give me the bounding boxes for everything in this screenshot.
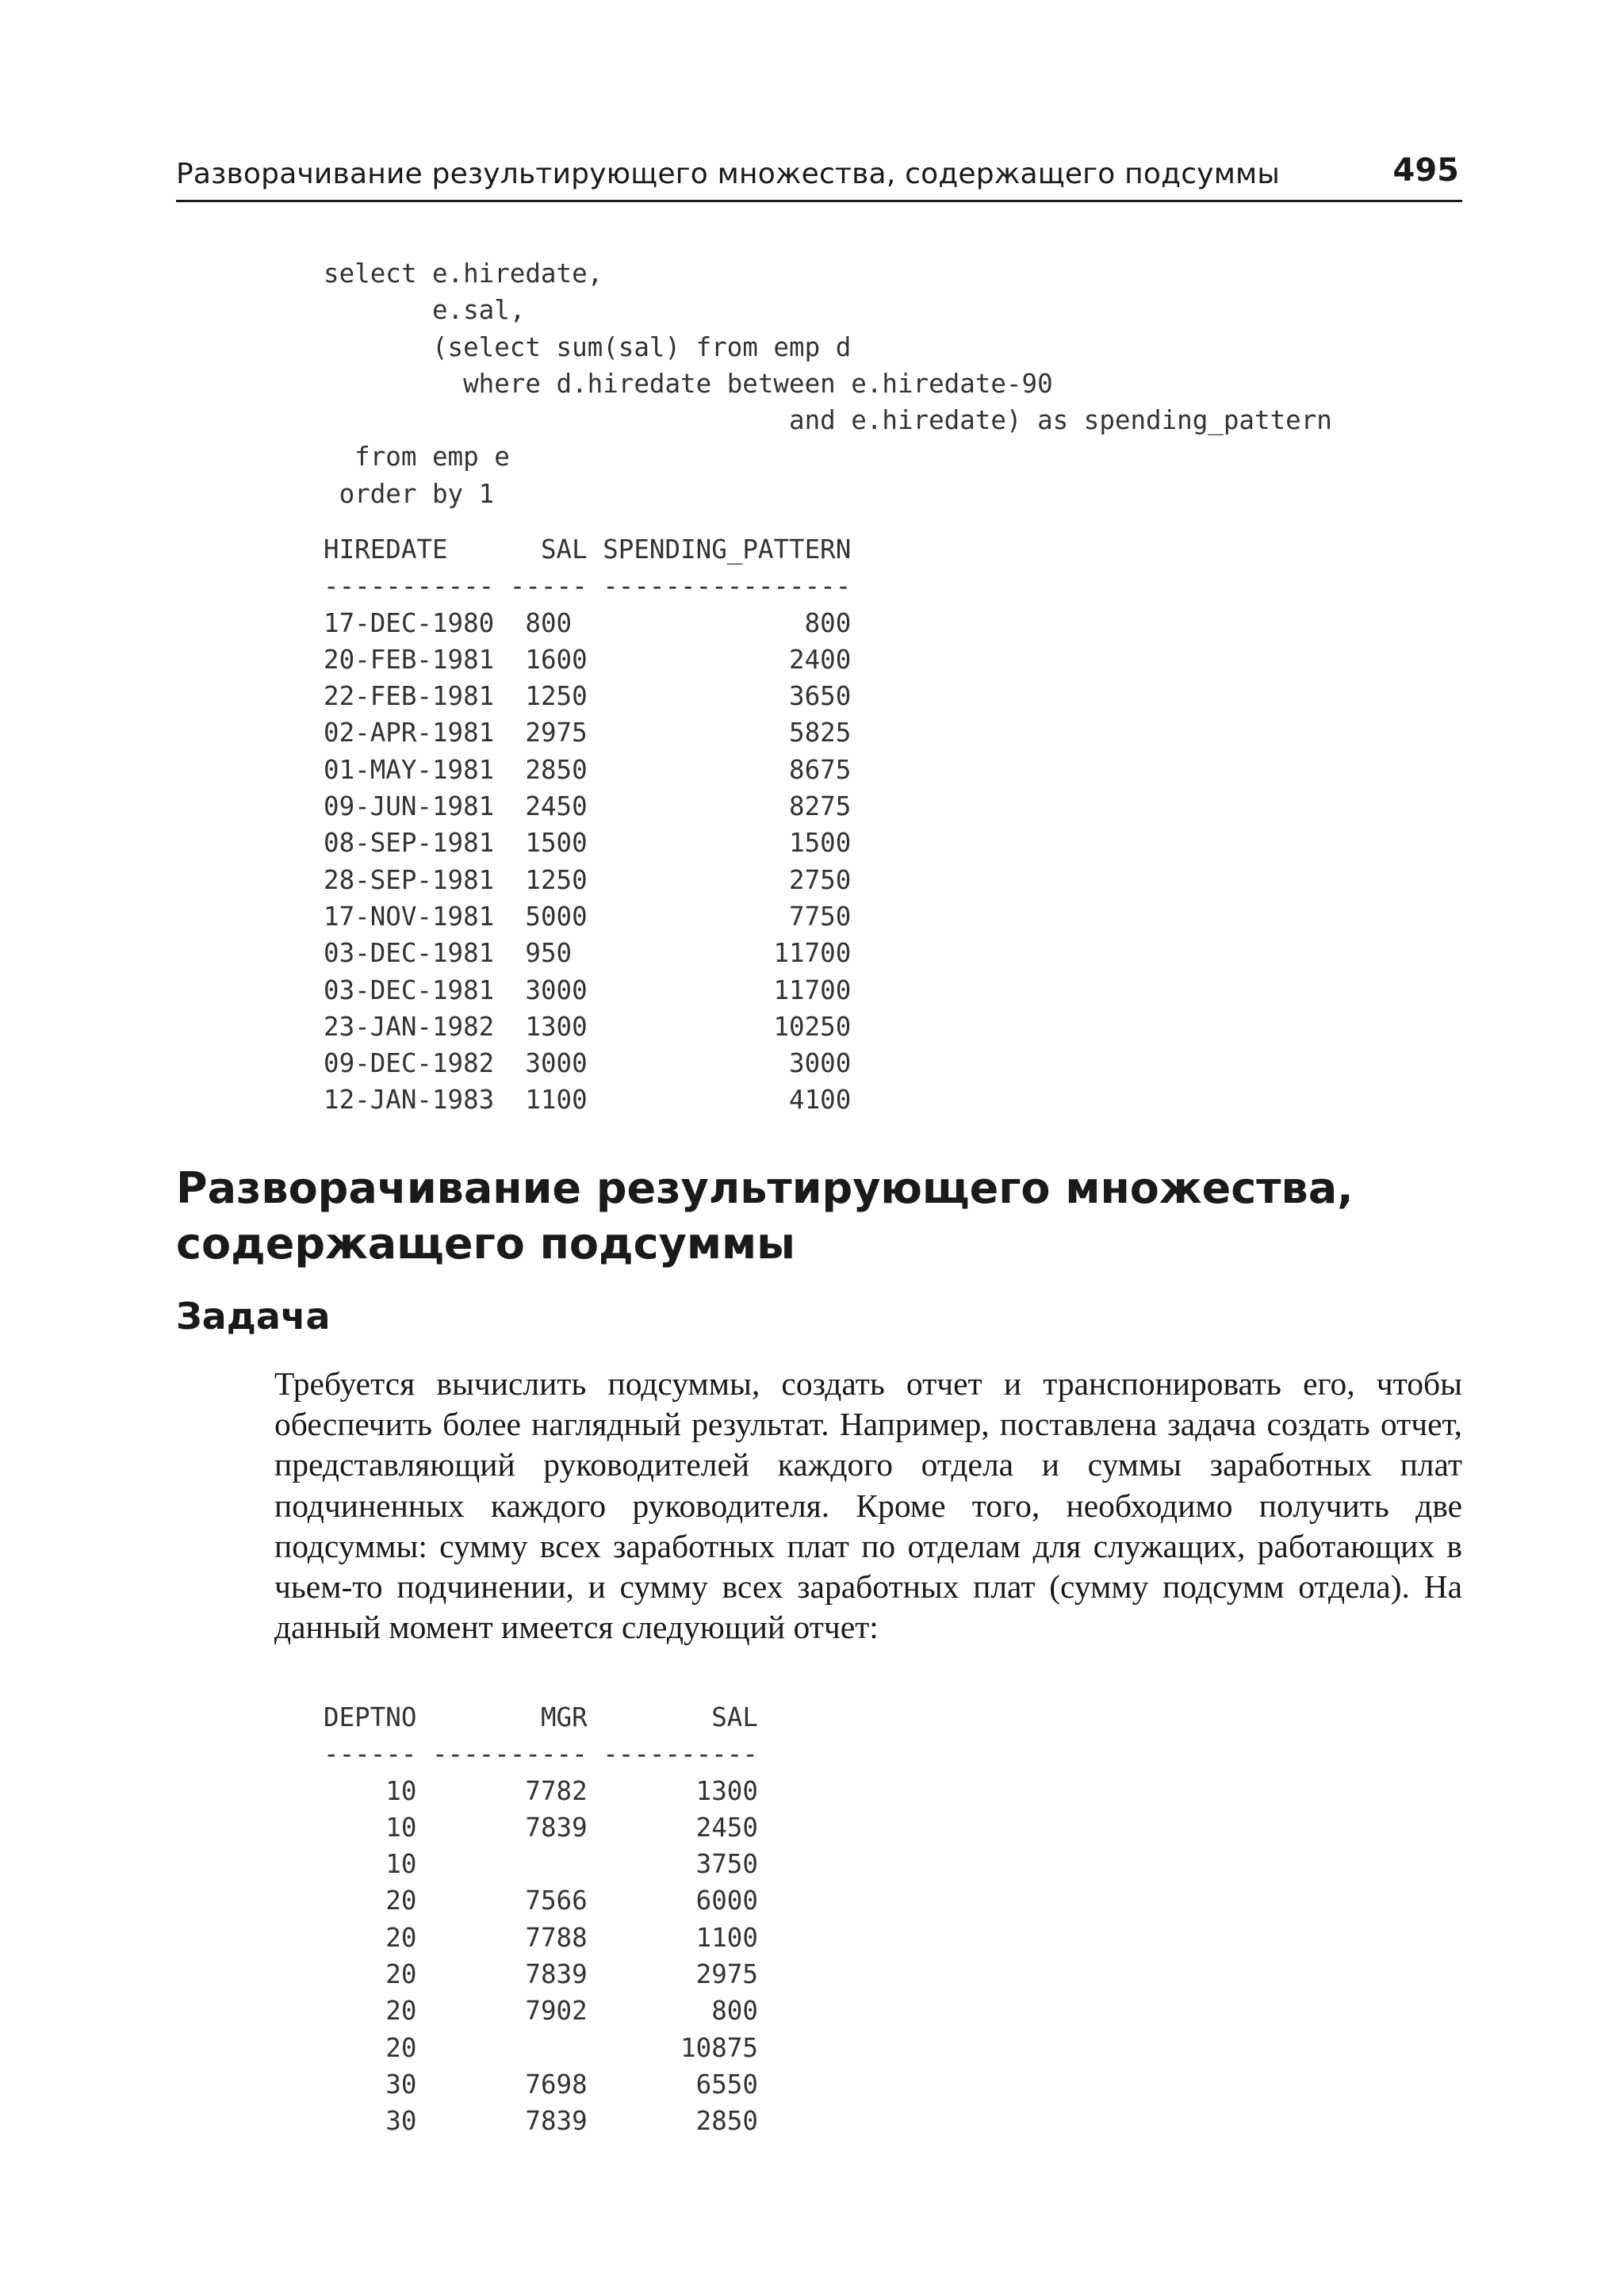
page-header bbox=[176, 144, 1462, 202]
table-cell: 6550 bbox=[603, 2069, 758, 2100]
table-cell: 09-DEC-1982 bbox=[324, 1048, 495, 1079]
table-cell: 7566 bbox=[431, 1885, 588, 1916]
table-cell: 3750 bbox=[603, 1849, 758, 1880]
table-cell: 8675 bbox=[603, 754, 852, 785]
subsection-title: Задача bbox=[176, 1295, 331, 1338]
running-title: Разворачивание результирующего множества, содержащего подсуммы bbox=[176, 158, 1281, 190]
table-cell: 20 bbox=[324, 1922, 417, 1953]
table-cell: 3000 bbox=[509, 1048, 588, 1079]
table-cell bbox=[432, 2033, 588, 2063]
table-cell: 7839 bbox=[431, 2106, 588, 2137]
table-row bbox=[324, 1012, 851, 1042]
table-cell: 1100 bbox=[603, 1922, 758, 1953]
table-row bbox=[324, 1885, 758, 1916]
table-row bbox=[324, 938, 851, 968]
table-cell: 20 bbox=[324, 2032, 417, 2063]
table-cell: 3000 bbox=[603, 1048, 852, 1079]
table-row bbox=[324, 1959, 758, 1989]
table-row bbox=[324, 1923, 758, 1953]
table-cell: 7839 bbox=[431, 1812, 588, 1843]
table-row bbox=[324, 1085, 851, 1115]
table-row bbox=[324, 718, 851, 748]
table-cell: 5000 bbox=[509, 901, 588, 932]
table-cell: 800 bbox=[603, 1996, 758, 2027]
table-row bbox=[324, 1996, 758, 2026]
table-cell: 3650 bbox=[603, 681, 852, 712]
table-cell: 2750 bbox=[603, 864, 852, 895]
column-header: SAL bbox=[603, 1702, 758, 1732]
table-cell: 03-DEC-1981 bbox=[324, 938, 495, 969]
table-cell bbox=[432, 1849, 588, 1879]
table-row bbox=[324, 828, 851, 858]
table-row bbox=[324, 1813, 758, 1843]
table-cell: 1300 bbox=[603, 1775, 758, 1806]
table-cell: 7902 bbox=[431, 1996, 588, 2027]
table-separator: ----------- ----- ---------------- bbox=[324, 571, 852, 602]
table-cell: 800 bbox=[509, 607, 588, 638]
table-cell: 7839 bbox=[431, 1959, 588, 1990]
table-cell: 2400 bbox=[603, 644, 852, 675]
table-cell: 8275 bbox=[603, 791, 852, 822]
table-cell: 20 bbox=[324, 1885, 417, 1916]
table-cell: 1250 bbox=[509, 681, 588, 712]
problem-paragraph: Требуется вычислить подсуммы, создать отчет и транспонировать его, чтобы обеспечить более наглядный результат. Например, поставлена задача создать отчет, представляющий руководителей каждого отдела и суммы заработных плат подчиненных каждого руководителя. Кроме того, необходимо получить две подсуммы: сумму всех заработных плат по отделам для служащих, работающих в чьем-то подчинении, и сумму всех заработных плат (сумму подсумм отдела). На данный момент имеется следующий отчет: bbox=[274, 1365, 1462, 1646]
table-cell: 11700 bbox=[603, 938, 852, 969]
table-cell: 22-FEB-1981 bbox=[324, 681, 495, 712]
table-row bbox=[324, 2033, 758, 2063]
table-cell: 20 bbox=[324, 1959, 417, 1990]
sql-query-code: select e.hiredate, e.sal, (select sum(sal) from emp d where d.hiredate between e.hiredate-90 and e.hiredate) as spending_pattern from emp e order by 1 bbox=[324, 258, 1332, 509]
table-cell: 10 bbox=[324, 1849, 417, 1880]
table-cell: 10875 bbox=[603, 2032, 758, 2063]
table-cell: 7698 bbox=[431, 2069, 588, 2100]
table-cell: 17-DEC-1980 bbox=[324, 607, 495, 638]
table-row bbox=[324, 645, 851, 675]
table-cell: 1500 bbox=[509, 828, 588, 859]
table-cell: 1500 bbox=[603, 828, 852, 859]
table-row bbox=[324, 791, 851, 821]
table-cell: 5825 bbox=[603, 718, 852, 748]
table-row bbox=[324, 1048, 851, 1078]
spending-pattern-result-table bbox=[324, 531, 851, 1119]
table-cell: 02-APR-1981 bbox=[324, 718, 495, 748]
column-header: SPENDING_PATTERN bbox=[603, 534, 852, 565]
table-cell: 09-JUN-1981 bbox=[324, 791, 495, 822]
table-separator: ------ ---------- ---------- bbox=[324, 1739, 758, 1770]
table-cell: 28-SEP-1981 bbox=[324, 864, 495, 895]
subtotal-report-table bbox=[324, 1699, 758, 2140]
table-cell: 2850 bbox=[603, 2106, 758, 2137]
table-cell: 20 bbox=[324, 1996, 417, 2027]
table-cell: 11700 bbox=[603, 974, 852, 1005]
table-cell: 17-NOV-1981 bbox=[324, 901, 495, 932]
table-header-row bbox=[324, 1702, 758, 1732]
page-number: 495 bbox=[1392, 152, 1459, 189]
table-header-row bbox=[324, 534, 851, 565]
column-header: HIREDATE bbox=[324, 534, 495, 565]
table-cell: 10250 bbox=[603, 1011, 852, 1042]
table-row bbox=[324, 865, 851, 895]
table-cell: 23-JAN-1982 bbox=[324, 1011, 495, 1042]
table-cell: 01-MAY-1981 bbox=[324, 754, 495, 785]
table-cell: 2450 bbox=[509, 791, 588, 822]
table-cell: 10 bbox=[324, 1775, 417, 1806]
table-row bbox=[324, 755, 851, 785]
section-title: Разворачивание результирующего множества, содержащего подсуммы bbox=[176, 1163, 1354, 1269]
table-cell: 03-DEC-1981 bbox=[324, 974, 495, 1005]
table-cell: 1300 bbox=[509, 1011, 588, 1042]
table-cell: 7788 bbox=[431, 1922, 588, 1953]
table-row bbox=[324, 1776, 758, 1806]
table-cell: 2450 bbox=[603, 1812, 758, 1843]
table-cell: 12-JAN-1983 bbox=[324, 1085, 495, 1116]
table-cell: 2975 bbox=[603, 1959, 758, 1990]
table-cell: 30 bbox=[324, 2069, 417, 2100]
column-header: DEPTNO bbox=[324, 1702, 417, 1732]
table-row bbox=[324, 2069, 758, 2100]
column-header: MGR bbox=[431, 1702, 588, 1732]
table-row bbox=[324, 1849, 758, 1879]
column-header: SAL bbox=[509, 534, 588, 565]
table-cell: 1600 bbox=[509, 644, 588, 675]
table-cell: 3000 bbox=[509, 974, 588, 1005]
table-row bbox=[324, 2106, 758, 2136]
table-row bbox=[324, 975, 851, 1005]
table-cell: 7750 bbox=[603, 901, 852, 932]
table-cell: 1250 bbox=[509, 864, 588, 895]
table-cell: 2850 bbox=[509, 754, 588, 785]
table-cell: 10 bbox=[324, 1812, 417, 1843]
table-cell: 950 bbox=[509, 938, 588, 969]
table-cell: 30 bbox=[324, 2106, 417, 2137]
table-row bbox=[324, 681, 851, 711]
table-row bbox=[324, 608, 851, 638]
table-cell: 20-FEB-1981 bbox=[324, 644, 495, 675]
table-cell: 1100 bbox=[509, 1085, 588, 1116]
table-row bbox=[324, 902, 851, 932]
table-cell: 2975 bbox=[509, 718, 588, 748]
table-cell: 08-SEP-1981 bbox=[324, 828, 495, 859]
table-cell: 7782 bbox=[431, 1775, 588, 1806]
table-cell: 800 bbox=[603, 607, 852, 638]
table-cell: 6000 bbox=[603, 1885, 758, 1916]
table-cell: 4100 bbox=[603, 1085, 852, 1116]
